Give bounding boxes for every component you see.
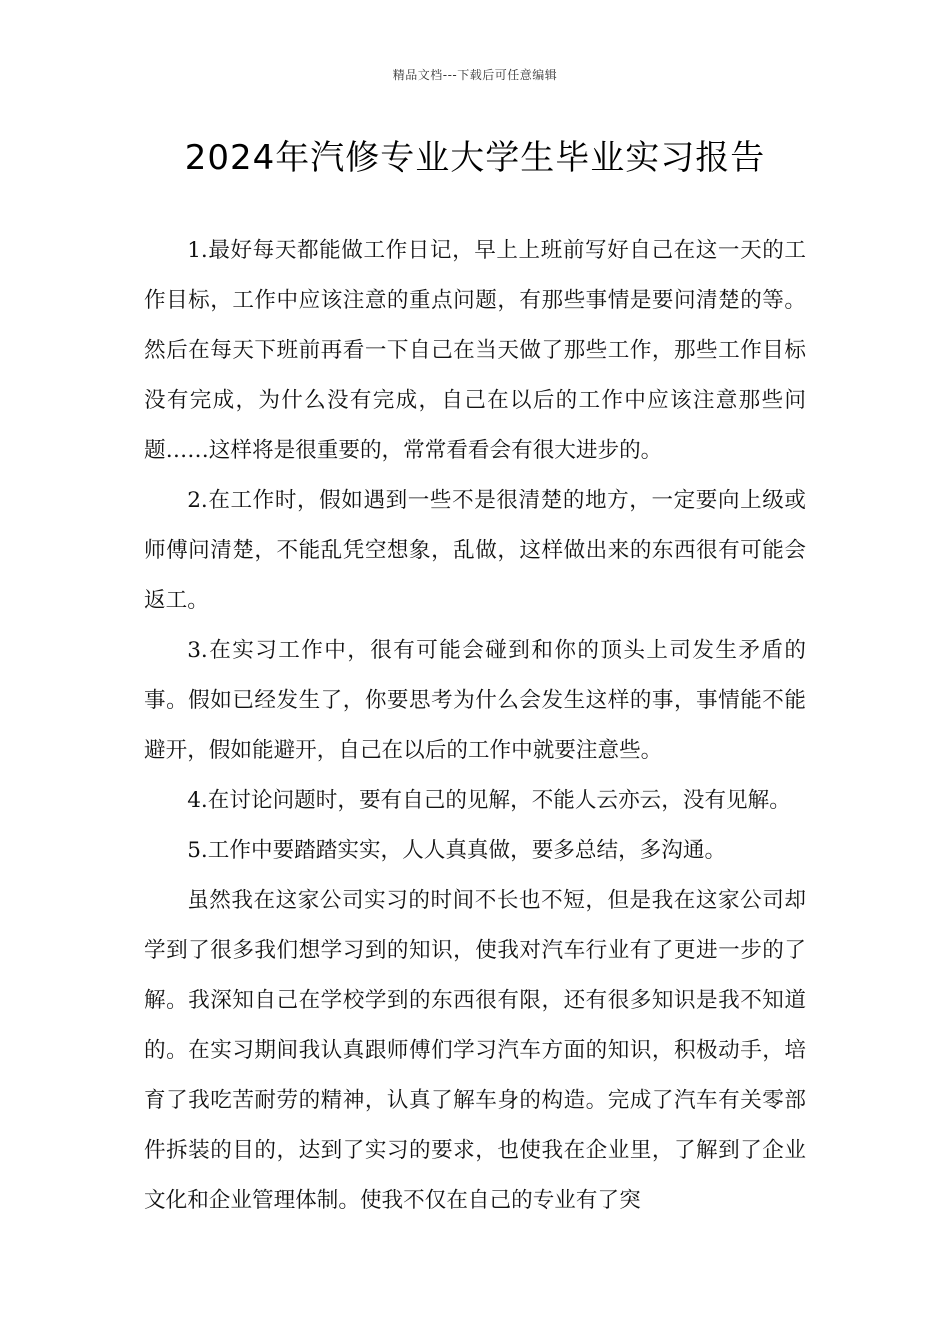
paragraph-tip-3: 3.在实习工作中，很有可能会碰到和你的顶头上司发生矛盾的事。假如已经发生了，你要思考为什么会发生这样的事，事情能不能避开，假如能避开，自己在以后的工作中就要注意些。 (144, 638, 806, 763)
paragraph-tip-2: 2.在工作时，假如遇到一些不是很清楚的地方，一定要向上级或师傅问清楚，不能乱凭空想象，乱做，这样做出来的东西很有可能会返工。 (144, 488, 806, 613)
paragraph-tip-4: 4.在讨论问题时，要有自己的见解，不能人云亦云，没有见解。 (187, 788, 791, 813)
paragraph-tip-1: 1.最好每天都能做工作日记，早上上班前写好自己在这一天的工作目标，工作中应该注意的重点问题，有那些事情是要问清楚的等。然后在每天下班前再看一下自己在当天做了那些工作，那些工作目标没有完成，为什么没有完成，自己在以后的工作中应该注意那些问题……这样将是很重要的，常常看看会有很大进步的。 (144, 238, 806, 463)
document-body (144, 226, 806, 1226)
paragraph-summary: 虽然我在这家公司实习的时间不长也不短，但是我在这家公司却学到了很多我们想学习到的知识，使我对汽车行业有了更进一步的了解。我深知自己在学校学到的东西很有限，还有很多知识是我不知道的。在实习期间我认真跟师傅们学习汽车方面的知识，积极动手，培育了我吃苦耐劳的精神，认真了解车身的构造。完成了汽车有关零部件拆装的目的，达到了实习的要求，也使我在企业里，了解到了企业文化和企业管理体制。使我不仅在自己的专业有了突 (144, 888, 806, 1213)
paragraph-tip-5: 5.工作中要踏踏实实，人人真真做，要多总结，多沟通。 (187, 838, 727, 863)
document-title: 2024年汽修专业大学生毕业实习报告 (184, 138, 766, 178)
page-header: 精品文档---下载后可任意编辑 (392, 68, 558, 82)
